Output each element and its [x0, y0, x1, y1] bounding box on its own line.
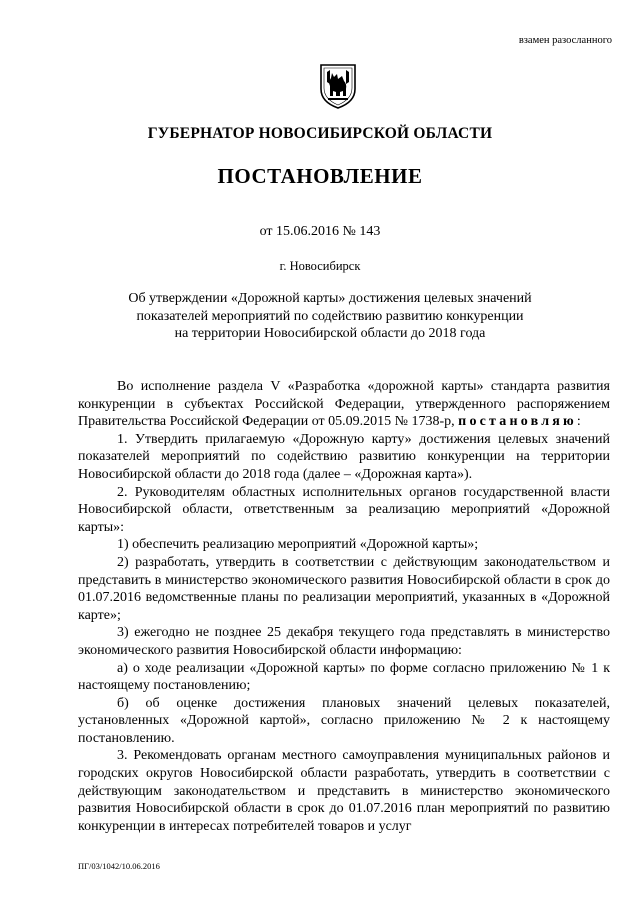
- document-subject: [100, 290, 560, 343]
- issuing-authority: ГУБЕРНАТОР НОВОСИБИРСКОЙ ОБЛАСТИ: [147, 125, 493, 142]
- body-paragraph: 3) ежегодно не позднее 25 декабря текущего года представлять в министерство экономического развития Новосибирской области информацию:: [78, 625, 610, 658]
- decree-colon: :: [576, 414, 581, 430]
- subject-line: показателей мероприятий по содействию развитию конкуренции: [136, 308, 524, 324]
- body-paragraph: 2. Руководителям областных исполнительных органов государственной власти Новосибирской области, ответственным за реализацию мероприятий «Дорожной карты»:: [78, 484, 610, 535]
- body-paragraph: 1) обеспечить реализацию мероприятий «Дорожной карты»;: [117, 537, 479, 553]
- document-city: г. Новосибирск: [279, 259, 361, 273]
- body-paragraph: 2) разработать, утвердить в соответствии с действующим законодательством и представить в министерство экономического развития Новосибирской области в срок до 01.07.2016 ведомственные планы по реализации мероприятий, указанных в «Дорожной карте»;: [78, 554, 610, 623]
- preamble-text: Во исполнение раздела V «Разработка «дорожной карты» стандарта развития конкуренции в субъектах Российской Федерации, утвержденного распоряжением Правительства Российской Федерации от 05.09.2015 № 1738-р,: [78, 379, 610, 430]
- document-type-title: ПОСТАНОВЛЕНИЕ: [217, 164, 423, 188]
- subject-line: на территории Новосибирской области до 2018 года: [174, 326, 486, 341]
- decree-word: постановляю: [458, 414, 577, 430]
- body-paragraph: а) о ходе реализации «Дорожной карты» по форме согласно приложению № 1 к настоящему постановлению;: [78, 660, 610, 694]
- subject-line: Об утверждении «Дорожной карты» достижения целевых значений: [128, 291, 532, 306]
- body-paragraph: б) об оценке достижения плановых значений целевых показателей, установленных «Дорожной картой», согласно приложению № 2 к настоящему постановлению.: [78, 695, 610, 746]
- preamble-paragraph: [78, 378, 610, 431]
- document-footer-code: ПГ/03/1042/10.06.2016: [78, 861, 160, 871]
- document-date-number: от 15.06.2016 № 143: [259, 224, 381, 239]
- corner-note: взамен разосланного: [518, 35, 612, 46]
- document-body: [78, 378, 610, 835]
- coat-of-arms-icon: [318, 62, 358, 110]
- body-paragraph: 1. Утвердить прилагаемую «Дорожную карту» достижения целевых значений показателей мероприятий по содействию развитию конкуренции на территории Новосибирской области до 2018 года (далее – «Дорожная карта»).: [78, 431, 610, 482]
- body-paragraph: 3. Рекомендовать органам местного самоуправления муниципальных районов и городских округов Новосибирской области разработать, утвердить в соответствии с действующим законодательством и представить в министерство экономического развития Новосибирской области в срок до 01.07.2016 план мероприятий по развитию конкуренции в интересах потребителей товаров и услуг: [78, 748, 610, 834]
